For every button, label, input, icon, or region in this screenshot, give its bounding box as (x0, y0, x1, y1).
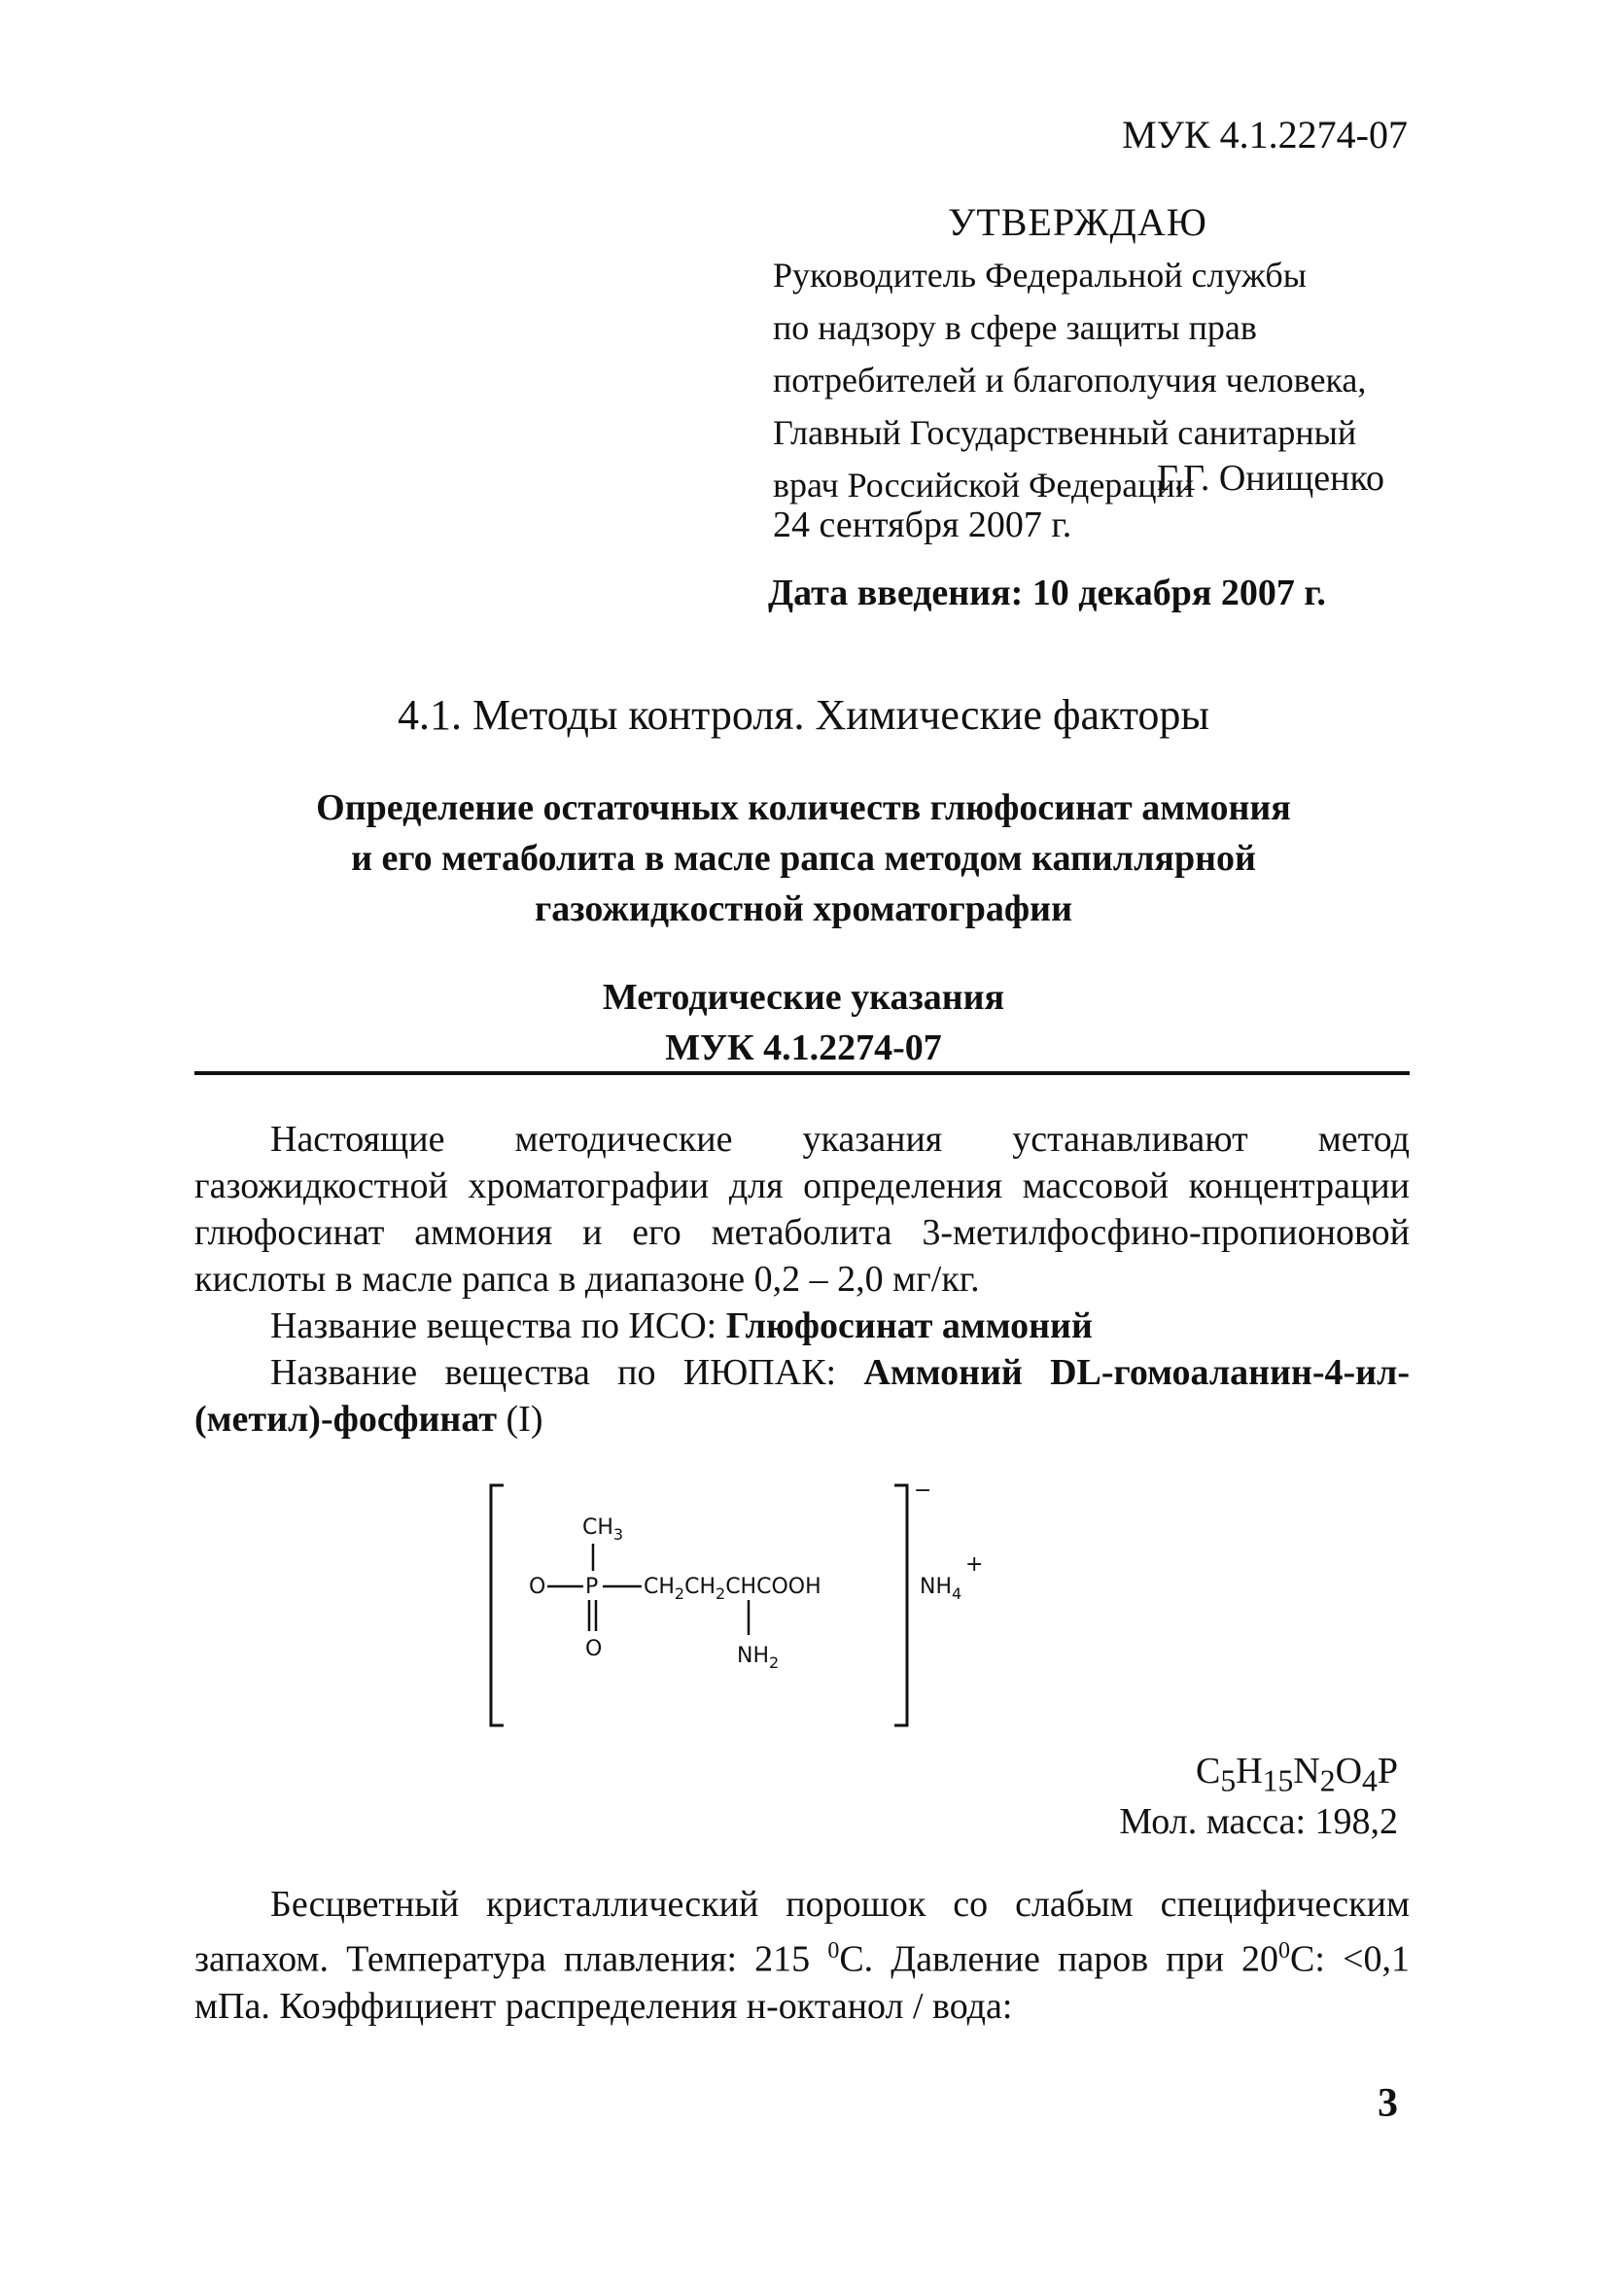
methyl-group: $CH_3$ (582, 1515, 624, 1544)
title-line: Определение остаточных количеств глюфосинат аммония (316, 787, 1291, 828)
oxygen-left: O (529, 1575, 546, 1599)
desc-part-1: Бесцветный кристаллический порошок со слабым специфическим запахом. Температура плавления: 215 (194, 1884, 1410, 1980)
charge-minus: − (914, 1478, 932, 1503)
degree-mark-2: 0 (1278, 1938, 1291, 1964)
desc-part-2: С. Давление паров при 20 (839, 1938, 1279, 1980)
oxygen-bottom: O (585, 1637, 603, 1661)
structural-formula (486, 1478, 992, 1740)
formula-h: H (1236, 1751, 1263, 1792)
title-line: и его метаболита в масле рапса методом капиллярной (351, 838, 1256, 879)
iupac-value: Аммоний DL-гомоаланин-4-ил-(метил)-фосфинат (194, 1352, 1410, 1440)
section-heading: 4.1. Методы контроля. Химические факторы (398, 691, 1209, 739)
title-divider (194, 1071, 1410, 1075)
molecular-formula (1196, 1750, 1398, 1799)
formula-c: C (1196, 1751, 1221, 1792)
approval-line: врач Российской Федерации (773, 466, 1195, 504)
iupac-label: Название вещества по ИЮПАК: (270, 1352, 864, 1393)
charge-plus: + (965, 1552, 984, 1577)
signer-name: Г.Г. Онищенко (1157, 458, 1384, 499)
formula-p: P (1377, 1751, 1398, 1792)
formula-h-count: 15 (1262, 1763, 1294, 1798)
right-bracket (894, 1485, 907, 1725)
formula-o: O (1335, 1751, 1363, 1792)
phosphorus: P (585, 1575, 599, 1599)
iso-label: Название вещества по ИСО: (270, 1305, 726, 1346)
iupac-name-paragraph (194, 1349, 1410, 1443)
approval-line: по надзору в сфере защиты прав (773, 308, 1257, 347)
subtitle-line: МУК 4.1.2274-07 (665, 1027, 942, 1068)
iso-value: Глюфосинат аммоний (725, 1305, 1093, 1346)
document-title (0, 783, 1607, 934)
amino-group: $NH_2$ (737, 1644, 780, 1672)
degree-mark-1: 0 (827, 1938, 840, 1964)
formula-n-count: 2 (1319, 1763, 1336, 1798)
left-bracket (491, 1485, 504, 1725)
title-line: газожидкостной хроматографии (535, 888, 1072, 929)
desc-part-3: С: <0,1 мПа. Коэффициент распределения н-октанол / вода: (194, 1938, 1410, 2027)
formula-n: N (1293, 1751, 1320, 1792)
approval-line: Главный Государственный санитарный (773, 413, 1357, 452)
ammonium-ion: $NH_4$ (920, 1575, 962, 1603)
subtitle-line: Методические указания (602, 977, 1005, 1018)
structure-svg (486, 1478, 992, 1740)
approval-line: потребителей и благополучия человека, (773, 361, 1367, 400)
document-subtitle (0, 972, 1607, 1073)
approval-date: 24 сентября 2007 г. (773, 504, 1072, 545)
intro-paragraph: Настоящие методические указания устанавливают метод газожидкостной хроматографии для определения массовой концентрации глюфосинат аммония и его метаболита 3-метилфосфино-пропионовой кислоты в масле рапса в диапазоне 0,2 – 2,0 мг/кг. (194, 1119, 1410, 1300)
page-number: 3 (1378, 2081, 1398, 2126)
carbon-chain: $CH_2CH_2CHCOOH$ (644, 1575, 821, 1603)
iso-name-paragraph (194, 1303, 1410, 1349)
formula-o-count: 4 (1362, 1763, 1378, 1798)
properties-paragraph (194, 1881, 1410, 2030)
formula-c-count: 5 (1220, 1763, 1237, 1798)
iupac-suffix: (I) (497, 1399, 543, 1440)
approval-line: Руководитель Федеральной службы (773, 256, 1307, 295)
approval-title: УТВЕРЖДАЮ (948, 200, 1207, 244)
introduction-date: Дата введения: 10 декабря 2007 г. (768, 573, 1326, 613)
molecular-mass: Мол. масса: 198,2 (1119, 1801, 1398, 1842)
document-code: МУК 4.1.2274-07 (1122, 113, 1408, 157)
